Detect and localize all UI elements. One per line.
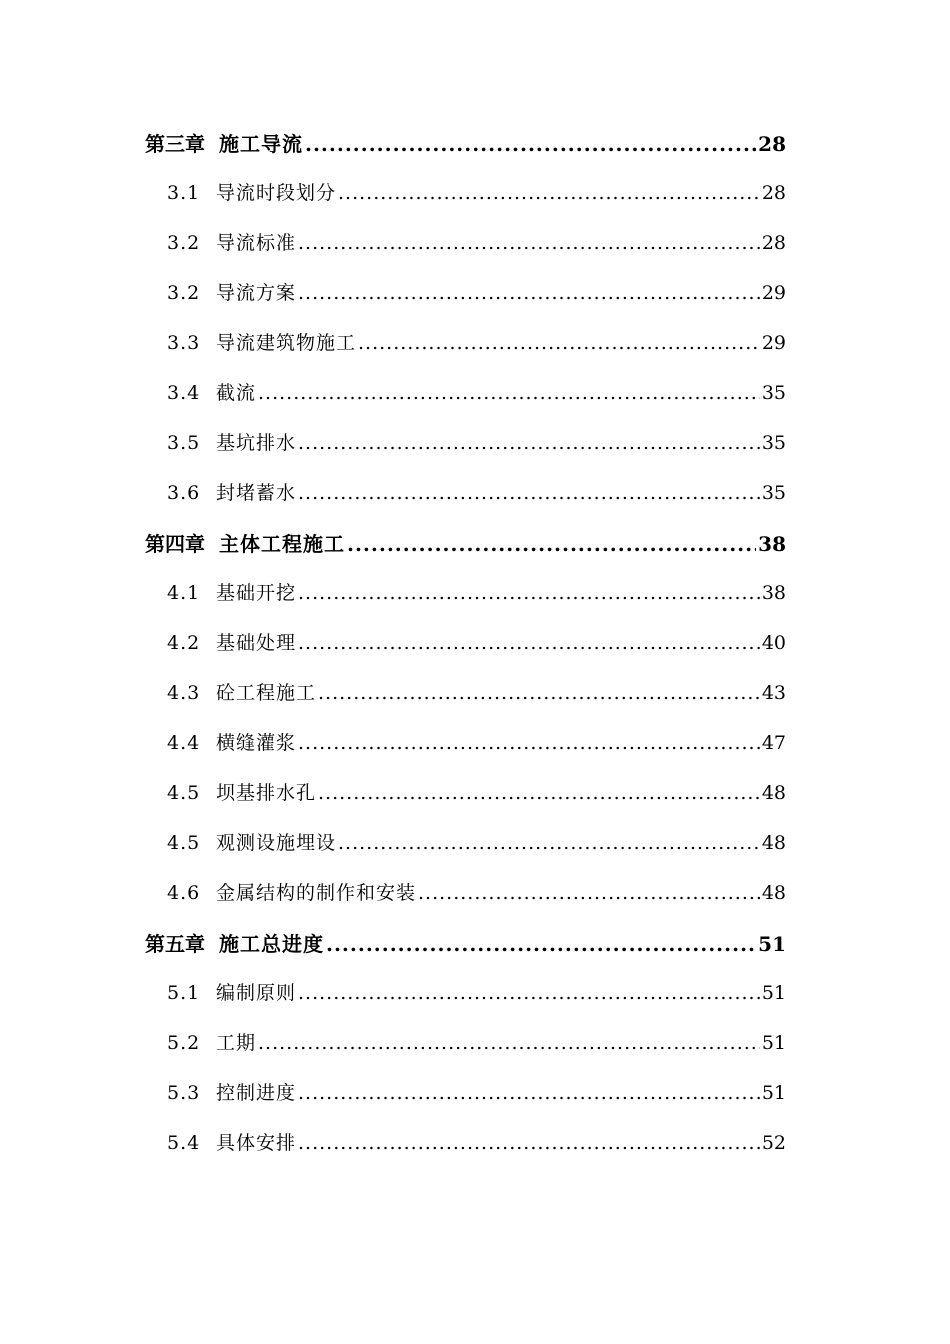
toc-section-5-3[interactable] — [145, 1078, 786, 1118]
toc-number: 3.1 — [167, 182, 201, 204]
toc-leader-dots — [338, 832, 760, 854]
toc-page-number: 51 — [761, 1032, 786, 1054]
toc-number: 4.2 — [167, 632, 201, 654]
toc-leader-dots — [347, 532, 756, 556]
toc-title: 基础处理 — [216, 632, 297, 654]
toc-page-number: 29 — [761, 282, 786, 304]
toc-number: 4.3 — [167, 682, 201, 704]
toc-section-3-3[interactable] — [145, 328, 786, 368]
toc-title: 具体安排 — [216, 1132, 297, 1154]
toc-number: 3.2 — [167, 232, 201, 254]
toc-section-5-2[interactable] — [145, 1028, 786, 1068]
toc-section-4-2[interactable] — [145, 628, 786, 668]
toc-title: 导流标准 — [216, 232, 297, 254]
toc-chapter-3[interactable] — [145, 128, 786, 168]
toc-leader-dots — [418, 882, 760, 904]
toc-leader-dots — [298, 982, 760, 1004]
toc-leader-dots — [258, 1032, 760, 1054]
toc-title: 导流时段划分 — [216, 182, 337, 204]
toc-page-number: 52 — [761, 1132, 786, 1154]
toc-number: 3.2 — [167, 282, 201, 304]
toc-number: 5.1 — [167, 982, 201, 1004]
toc-title: 观测设施埋设 — [216, 832, 337, 854]
toc-title: 基础开挖 — [216, 582, 297, 604]
toc-title: 截流 — [216, 382, 257, 404]
toc-page-number: 51 — [758, 932, 786, 956]
toc-page-number: 28 — [761, 232, 786, 254]
table-of-contents — [145, 128, 786, 1168]
toc-leader-dots — [338, 182, 760, 204]
toc-chapter-4[interactable] — [145, 528, 786, 568]
toc-leader-dots — [318, 782, 760, 804]
toc-title: 主体工程施工 — [219, 532, 345, 556]
toc-number: 第四章 — [145, 532, 205, 556]
toc-number: 4.4 — [167, 732, 201, 754]
toc-number: 3.6 — [167, 482, 201, 504]
toc-number: 5.3 — [167, 1082, 201, 1104]
toc-number: 4.5 — [167, 782, 201, 804]
toc-title: 施工导流 — [219, 132, 303, 156]
toc-leader-dots — [298, 1132, 760, 1154]
toc-title: 砼工程施工 — [216, 682, 317, 704]
toc-section-4-1[interactable] — [145, 578, 786, 618]
toc-page-number: 28 — [761, 182, 786, 204]
toc-number: 5.4 — [167, 1132, 201, 1154]
toc-section-3-2-plan[interactable] — [145, 278, 786, 318]
toc-title: 基坑排水 — [216, 432, 297, 454]
toc-leader-dots — [326, 932, 756, 956]
toc-title: 导流方案 — [216, 282, 297, 304]
toc-section-3-5[interactable] — [145, 428, 786, 468]
toc-title: 施工总进度 — [219, 932, 324, 956]
toc-page-number: 51 — [761, 1082, 786, 1104]
toc-number: 3.5 — [167, 432, 201, 454]
toc-section-4-6[interactable] — [145, 878, 786, 918]
toc-page-number: 48 — [761, 882, 786, 904]
toc-leader-dots — [298, 582, 760, 604]
toc-leader-dots — [358, 332, 760, 354]
toc-page-number: 35 — [761, 482, 786, 504]
toc-title: 导流建筑物施工 — [216, 332, 357, 354]
toc-section-4-3[interactable] — [145, 678, 786, 718]
toc-section-4-5-monitor[interactable] — [145, 828, 786, 868]
toc-number: 4.1 — [167, 582, 201, 604]
toc-section-3-1[interactable] — [145, 178, 786, 218]
toc-leader-dots — [298, 282, 760, 304]
toc-title: 金属结构的制作和安装 — [216, 882, 417, 904]
toc-page-number: 48 — [761, 782, 786, 804]
toc-number: 第三章 — [145, 132, 205, 156]
toc-number: 4.6 — [167, 882, 201, 904]
toc-section-4-4[interactable] — [145, 728, 786, 768]
toc-number: 3.4 — [167, 382, 201, 404]
toc-page-number: 40 — [761, 632, 786, 654]
toc-number: 5.2 — [167, 1032, 201, 1054]
toc-leader-dots — [258, 382, 760, 404]
toc-section-5-1[interactable] — [145, 978, 786, 1018]
toc-page-number: 47 — [761, 732, 786, 754]
toc-page-number: 51 — [761, 982, 786, 1004]
toc-page-number: 28 — [758, 132, 786, 156]
toc-leader-dots — [298, 1082, 760, 1104]
toc-leader-dots — [298, 232, 760, 254]
toc-title: 工期 — [216, 1032, 257, 1054]
toc-page-number: 35 — [761, 382, 786, 404]
toc-page-number: 38 — [761, 582, 786, 604]
toc-title: 封堵蓄水 — [216, 482, 297, 504]
toc-section-5-4[interactable] — [145, 1128, 786, 1168]
toc-leader-dots — [318, 682, 760, 704]
toc-page-number: 48 — [761, 832, 786, 854]
toc-page-number: 29 — [761, 332, 786, 354]
toc-title: 坝基排水孔 — [216, 782, 317, 804]
toc-number: 4.5 — [167, 832, 201, 854]
toc-number: 第五章 — [145, 932, 205, 956]
toc-leader-dots — [298, 632, 760, 654]
toc-section-3-6[interactable] — [145, 478, 786, 518]
toc-leader-dots — [298, 732, 760, 754]
toc-page-number: 43 — [761, 682, 786, 704]
toc-page-number: 35 — [761, 432, 786, 454]
toc-leader-dots — [298, 432, 760, 454]
toc-leader-dots — [298, 482, 760, 504]
toc-title: 横缝灌浆 — [216, 732, 297, 754]
toc-title: 编制原则 — [216, 982, 297, 1004]
toc-section-3-4[interactable] — [145, 378, 786, 418]
toc-section-4-5-drain[interactable] — [145, 778, 786, 818]
toc-leader-dots — [305, 132, 756, 156]
toc-title: 控制进度 — [216, 1082, 297, 1104]
toc-section-3-2-standard[interactable] — [145, 228, 786, 268]
toc-page-number: 38 — [758, 532, 786, 556]
toc-number: 3.3 — [167, 332, 201, 354]
toc-chapter-5[interactable] — [145, 928, 786, 968]
